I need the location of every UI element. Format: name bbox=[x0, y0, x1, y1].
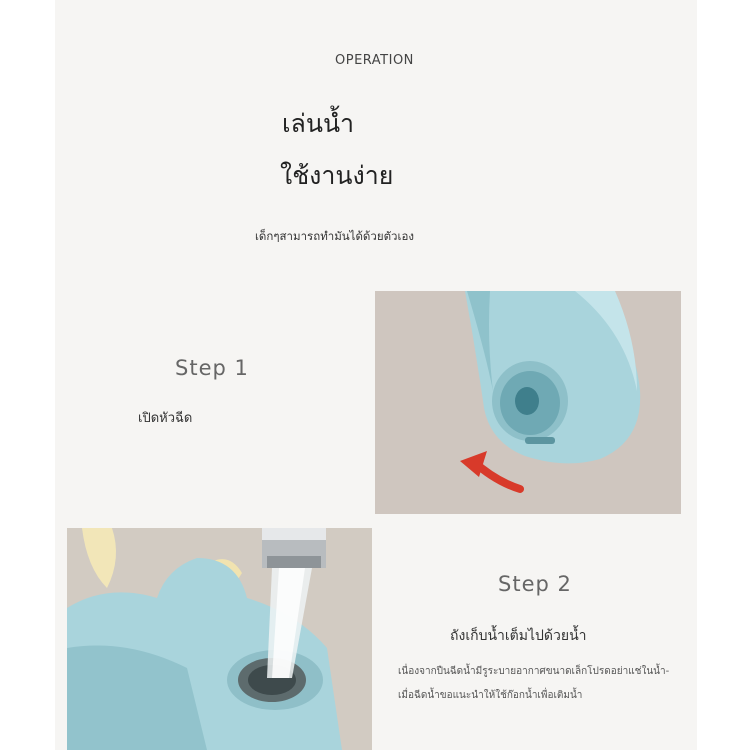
step-2-label: Step 2 bbox=[498, 572, 572, 596]
note-line-1: เนื่องจากปืนฉีดน้ำมีรูระบายอากาศขนาดเล็กโปรดอย่าแช่ในน้ำ- bbox=[398, 666, 670, 677]
step-1-label: Step 1 bbox=[175, 356, 249, 380]
step-2-photo bbox=[67, 528, 372, 750]
nozzle-illustration bbox=[375, 291, 681, 514]
step-2-description: ถังเก็บน้ำเต็มไปด้วยน้ำ bbox=[450, 628, 587, 644]
step-1-description: เปิดหัวฉีด bbox=[138, 411, 193, 426]
title-line-2: ใช้งานง่าย bbox=[280, 161, 394, 190]
step-1-photo bbox=[375, 291, 681, 514]
note-line-2: เมื่อฉีดน้ำขอแนะนำให้ใช้ก๊อกน้ำเพื่อเติมน้ำ bbox=[398, 690, 583, 701]
faucet-filling-illustration bbox=[67, 528, 372, 750]
section-heading: OPERATION bbox=[335, 53, 414, 68]
subtitle: เด็กๆสามารถทำมันได้ด้วยตัวเอง bbox=[255, 229, 414, 243]
title-line-1: เล่นน้ำ bbox=[282, 109, 355, 138]
